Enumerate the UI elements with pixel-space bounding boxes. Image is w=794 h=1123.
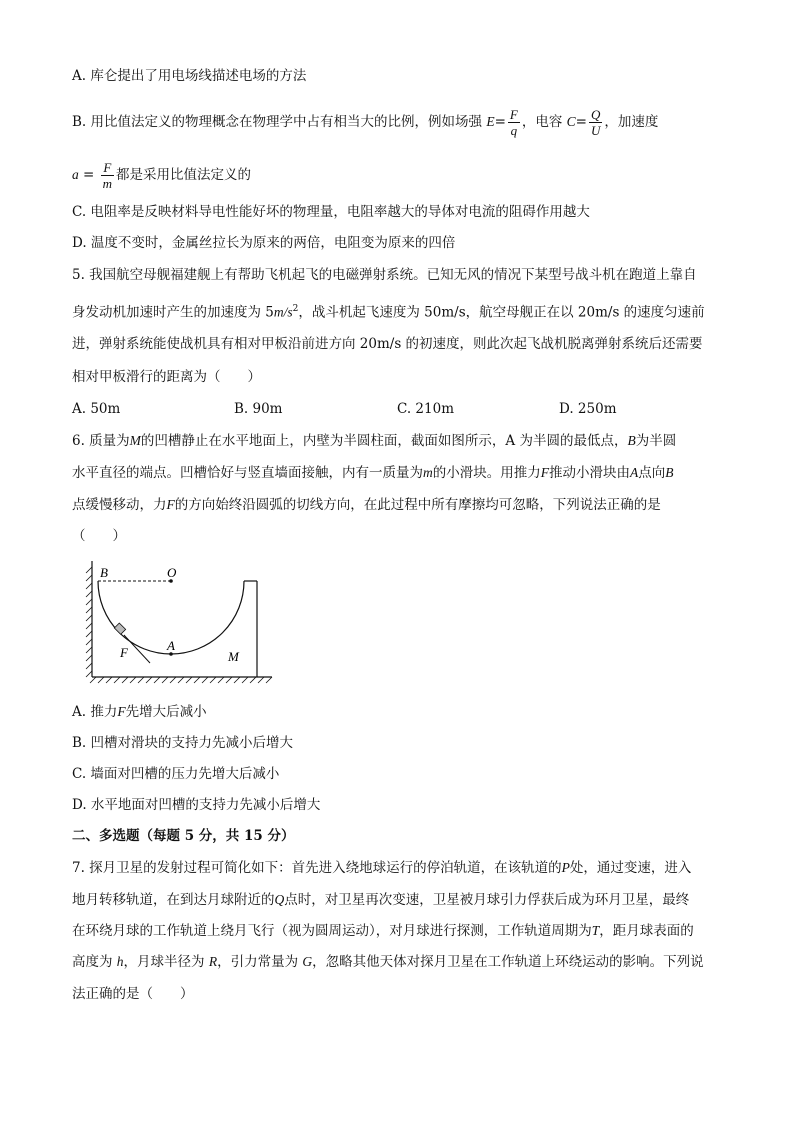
symbol-P: P [561,860,570,875]
label-M: M [228,649,239,664]
q7-text-9: ，引力常量为 [217,954,299,970]
section-heading-multiple-choice: 二、多选题（每题 5 分，共 15 分） [72,828,295,844]
q7-stem-line5: 法正确的是（ ） [72,986,194,1002]
floor-hatching [90,677,272,683]
symbol-T: T [591,923,600,938]
fraction-denominator: m [102,176,113,191]
q7-stem-line2 [72,890,689,910]
symbol-E: E [486,114,495,129]
q6-text: 6. 质量为 [72,433,130,449]
q7-text-6: ，距月球表面的 [599,923,694,939]
label-A: A [167,638,175,653]
q6-text-3: 为半圆 [635,433,677,449]
q4-option-b-line1 [72,103,658,141]
q7-text-7: 高度为 [72,954,113,970]
fraction-numerator: Q [590,107,601,122]
q4-option-b-text-end: 都是采用比值法定义的 [116,167,252,183]
q5-option-a: A. 50m [72,401,121,417]
symbol-m: m [423,465,433,480]
q4-option-c: C. 电阻率是反映材料导电性能好坏的物理量，电阻率越大的导体对电流的阻碍作用越大 [72,204,590,220]
q5-stem-line4: 相对甲板滑行的距离为（ ） [72,369,261,385]
symbol-B-2: B [665,465,674,480]
q6-stem-line4: （ ） [72,528,126,544]
q7-text-4: 点时，对卫星再次变速，卫星被月球引力俘获后成为环月卫星，最终 [284,892,690,908]
symbol-F-2: F [166,497,175,512]
q7-text-5: 在环绕月球的工作轨道上绕月飞行（视为圆周运动），对月球进行探测，工作轨道周期为 [72,923,592,939]
q5-text-2: ，战斗机起飞速度为 50m/s，航空母舰正在以 20m/s 的速度匀速前 [298,304,705,321]
q6-option-a-text-2: 先增大后减小 [125,704,207,720]
q7-stem-line3 [72,921,694,941]
q5-option-b: B. 90m [234,401,283,417]
equals-sign-2: = [575,114,587,130]
symbol-Q: Q [274,892,285,907]
q6-option-a-text: A. 推力 [72,704,118,720]
label-F: F [120,645,128,660]
equals-sign-3: = [83,167,95,183]
q4-option-b-line2 [72,156,251,194]
q6-text-2: 的凹槽静止在水平地面上，内壁为半圆柱面，截面如图所示，A 为半圆的最低点， [140,433,628,449]
fraction-numerator: F [101,160,114,176]
q4-option-a: A. 库仑提出了用电场线描述电场的方法 [72,68,307,84]
q4-option-d: D. 温度不变时，金属丝拉长为原来的两倍，电阻变为原来的四倍 [72,235,456,251]
symbol-h: h [116,954,124,969]
q5-option-c: C. 210m [397,401,454,417]
q6-stem-line2 [72,463,674,483]
q6-option-d: D. 水平地面对凹槽的支持力先减小后增大 [72,797,321,813]
symbol-F-3: F [117,704,126,719]
q5-text: 身发动机加速时产生的加速度为 5 [72,304,274,321]
q7-text: 7. 探月卫星的发射过程可简化如下：首先进入绕地球运行的停泊轨道，在该轨道的 [72,860,562,876]
q6-text-8: 点缓慢移动，力 [72,497,167,513]
fraction-Q-over-U [589,107,602,138]
wall-hatching [86,567,92,677]
fraction-F-over-m [101,160,114,191]
q5-stem-line3: 进，弹射系统能使战机具有相对甲板沿前进方向 20m/s 的初速度，则此次起飞战机脱离弹射系统后还需要 [72,336,703,352]
symbol-a: a [72,167,79,182]
q5-option-d: D. 250m [559,401,617,417]
q6-option-b: B. 凹槽对滑块的支持力先减小后增大 [72,735,294,751]
q4-option-b-text: B. 用比值法定义的物理概念在物理学中占有相当大的比例，例如场强 [72,114,483,130]
symbol-F: F [540,465,549,480]
q5-stem-line1: 5. 我国航空母舰福建舰上有帮助飞机起飞的电磁弹射系统。已知无风的情况下某型号战斗机在跑道上靠自 [72,267,697,283]
fraction-denominator: q [510,123,518,138]
q6-text-4: 水平直径的端点。凹槽恰好与竖直墙面接触，内有一质量为 [72,465,423,481]
equals-sign: = [494,114,506,130]
q6-stem-line1 [72,431,676,451]
q6-stem-line3 [72,495,661,515]
symbol-B: B [627,433,636,448]
q7-stem-line4 [72,952,704,972]
label-O: O [167,565,177,580]
q5-stem-line2 [72,299,705,323]
q7-text-2: 处，通过变速，进入 [569,860,692,876]
q7-text-8: ，月球半径为 [123,954,205,970]
q4-option-b-text-capacitance: ，电容 [521,114,563,130]
q7-stem-line1 [72,858,691,878]
q6-text-5: 的小滑块。用推力 [432,465,541,481]
groove-diagram [70,555,280,690]
symbol-C: C [566,114,576,129]
label-B: B [100,565,108,580]
fraction-numerator: F [509,107,518,122]
q7-text-3: 地月转移轨道，在到达月球附近的 [72,892,275,908]
q6-text-9: 的方向始终沿圆弧的切线方向，在此过程中所有摩擦均可忽略，下列说法正确的是 [174,497,661,513]
q6-text-7: 点向 [638,465,666,481]
symbol-M: M [129,433,141,448]
fraction-F-over-q [508,107,520,138]
symbol-A: A [630,465,639,480]
q4-option-b-text-acceleration: ，加速度 [604,114,659,130]
symbol-G: G [302,954,313,969]
symbol-R: R [208,954,218,969]
q6-text-6: 推动小滑块由 [549,465,630,481]
fraction-denominator: U [590,123,601,138]
unit-exponent: 2 [292,304,299,314]
q7-text-10: ，忽略其他天体对探月卫星在工作轨道上环绕运动的影响。下列说 [312,954,704,970]
slider-block [114,623,125,634]
unit-ms: m/s [273,304,293,320]
q6-option-a [72,702,207,722]
q6-option-c: C. 墙面对凹槽的压力先增大后减小 [72,766,280,782]
